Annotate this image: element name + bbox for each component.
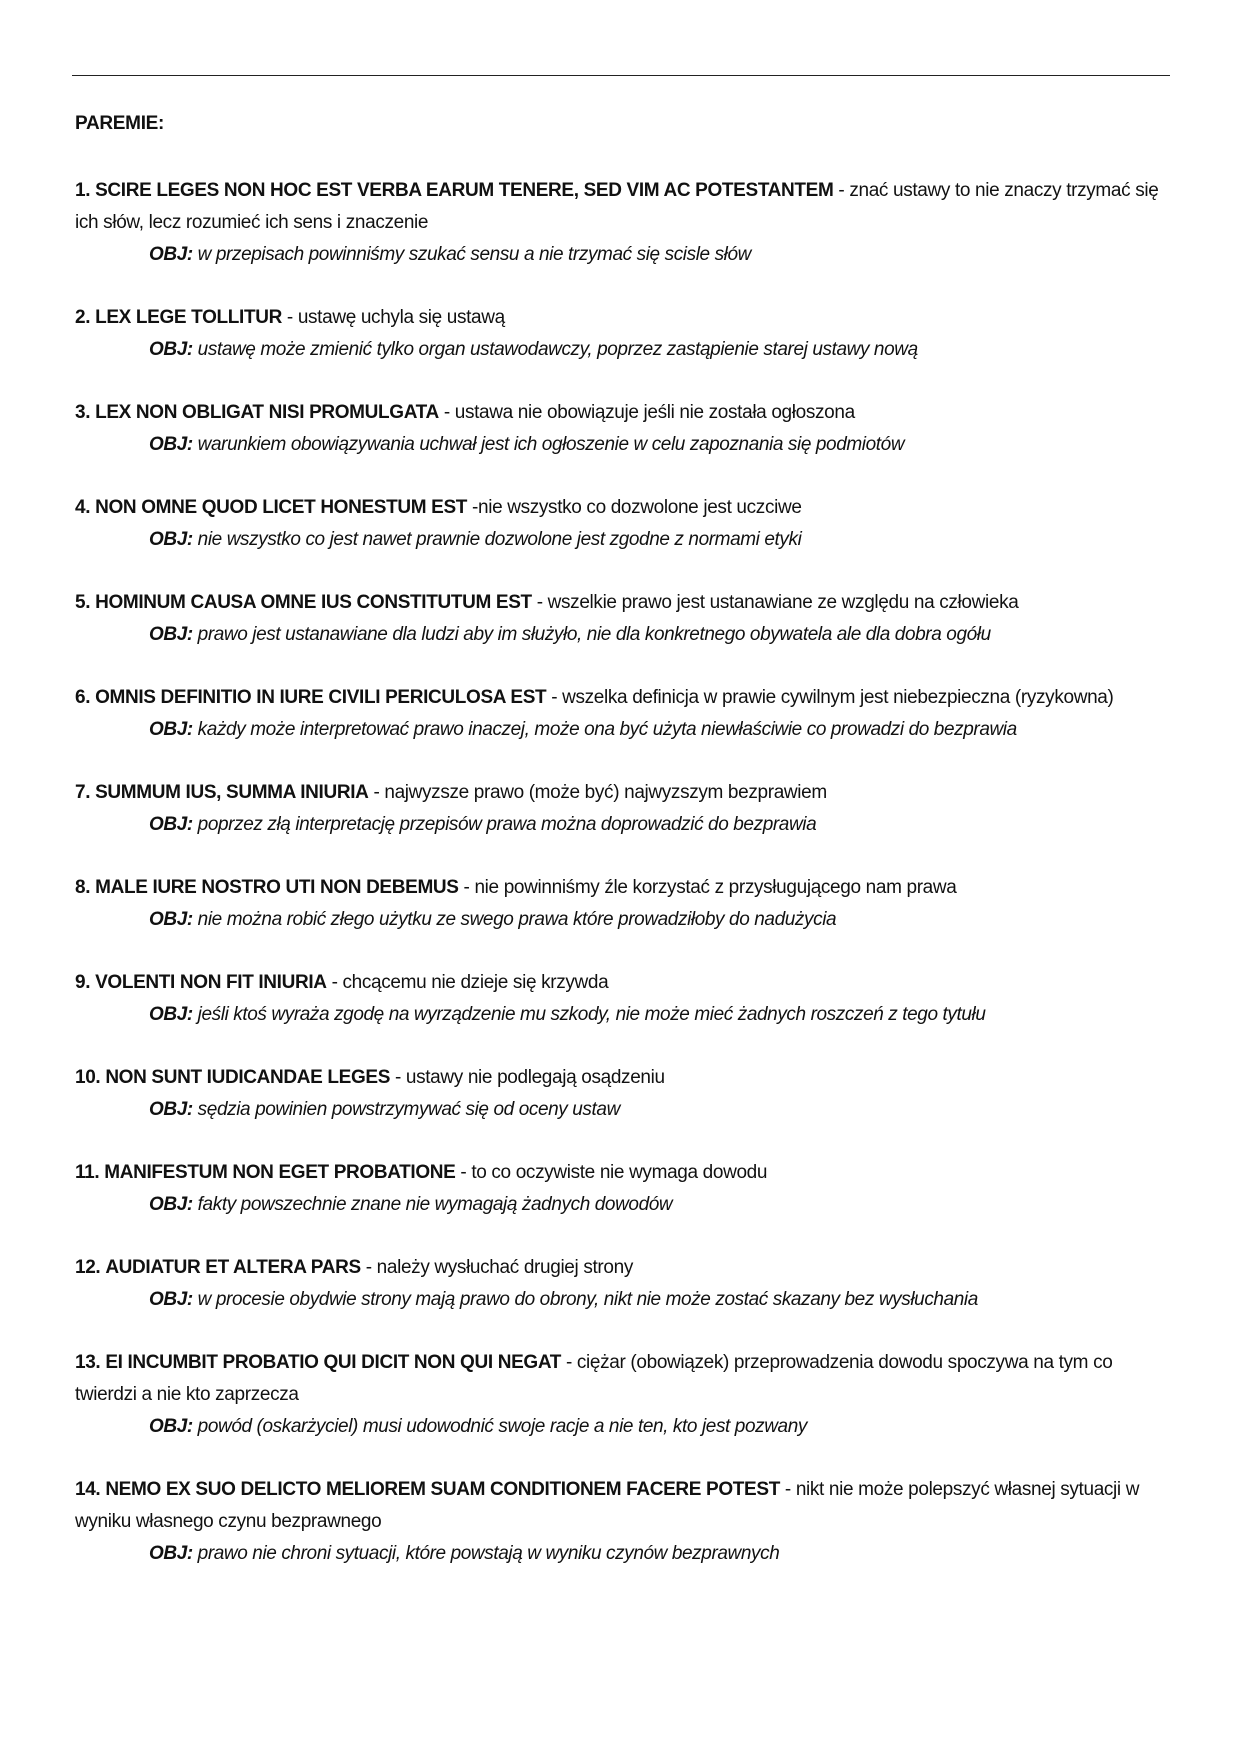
explanation [149, 714, 1165, 746]
explanation [149, 239, 1165, 271]
item-number: 9. [75, 972, 91, 993]
explanation [149, 524, 1165, 556]
polish-translation: wszelka definicja w prawie cywilnym jest niebezpieczna (ryzykowna) [562, 687, 1114, 708]
list-item [75, 1252, 1165, 1316]
page-title: PAREMIE: [75, 113, 165, 134]
paremia-line [75, 872, 1165, 904]
obj-label: OBJ: [149, 339, 193, 360]
paremia-line [75, 1062, 1165, 1094]
obj-label: OBJ: [149, 1004, 193, 1025]
obj-label: OBJ: [149, 624, 193, 645]
list-item [75, 492, 1165, 556]
separator-dash: - [833, 180, 850, 201]
explanation [149, 1284, 1165, 1316]
separator-dash: - [467, 497, 478, 518]
polish-translation: ciężar (obowiązek) przeprowadzenia dowodu spoczywa na tym co twierdzi a nie kto zaprzecza [75, 1352, 1113, 1405]
paremia-line [75, 777, 1165, 809]
separator-dash: - [546, 687, 563, 708]
paremie-list [75, 175, 1165, 1601]
polish-translation: najwyzsze prawo (może być) najwyzszym bezprawiem [384, 782, 827, 803]
separator-dash: - [390, 1067, 406, 1088]
explanation [149, 1094, 1165, 1126]
list-item [75, 1157, 1165, 1221]
explanation-text: fakty powszechnie znane nie wymagają żadnych dowodów [192, 1194, 673, 1215]
list-item [75, 302, 1165, 366]
latin-maxim: LEX NON OBLIGAT NISI PROMULGATA [95, 402, 439, 423]
separator-dash: - [779, 1479, 796, 1500]
explanation [149, 1538, 1165, 1570]
explanation-text: w procesie obydwie strony mają prawo do obrony, nikt nie może zostać skazany bez wysłuchania [192, 1289, 978, 1310]
explanation-text: jeśli ktoś wyraża zgodę na wyrządzenie mu szkody, nie może mieć żadnych roszczeń z tego tytułu [192, 1004, 986, 1025]
separator-dash: - [326, 972, 343, 993]
polish-translation: ustawy nie podlegają osądzeniu [405, 1067, 665, 1088]
list-item [75, 587, 1165, 651]
explanation-text: w przepisach powinniśmy szukać sensu a nie trzymać się scisle słów [192, 244, 751, 265]
list-item [75, 1062, 1165, 1126]
latin-maxim: VOLENTI NON FIT INIURIA [95, 972, 327, 993]
latin-maxim: MANIFESTUM NON EGET PROBATIONE [104, 1162, 456, 1183]
latin-maxim: SCIRE LEGES NON HOC EST VERBA EARUM TENERE, SED VIM AC POTESTANTEM [95, 180, 834, 201]
polish-translation: nikt nie może polepszyć własnej sytuacji w wyniku własnego czynu bezprawnego [75, 1479, 1140, 1532]
separator-dash: - [281, 307, 298, 328]
latin-maxim: EI INCUMBIT PROBATIO QUI DICIT NON QUI NEGAT [105, 1352, 562, 1373]
separator-dash: - [531, 592, 548, 613]
explanation-text: sędzia powinien powstrzymywać się od oceny ustaw [192, 1099, 620, 1120]
latin-maxim: NON OMNE QUOD LICET HONESTUM EST [95, 497, 468, 518]
list-item [75, 397, 1165, 461]
header-rule [72, 75, 1170, 76]
explanation-text: powód (oskarżyciel) musi udowodnić swoje racje a nie ten, kto jest pozwany [192, 1416, 807, 1437]
separator-dash: - [360, 1257, 377, 1278]
paremia-line [75, 175, 1165, 239]
list-item [75, 1474, 1165, 1570]
list-item [75, 1347, 1165, 1443]
item-number: 14. [75, 1479, 101, 1500]
latin-maxim: HOMINUM CAUSA OMNE IUS CONSTITUTUM EST [95, 592, 532, 613]
item-number: 11. [75, 1162, 100, 1183]
latin-maxim: AUDIATUR ET ALTERA PARS [105, 1257, 361, 1278]
obj-label: OBJ: [149, 244, 193, 265]
explanation-text: nie wszystko co jest nawet prawnie dozwolone jest zgodne z normami etyki [192, 529, 802, 550]
item-number: 12. [75, 1257, 101, 1278]
paremia-line [75, 1252, 1165, 1284]
polish-translation: chcącemu nie dzieje się krzywda [342, 972, 609, 993]
explanation [149, 334, 1165, 366]
obj-label: OBJ: [149, 1194, 193, 1215]
list-item [75, 872, 1165, 936]
separator-dash: - [458, 877, 475, 898]
item-number: 10. [75, 1067, 101, 1088]
obj-label: OBJ: [149, 719, 193, 740]
explanation [149, 1189, 1165, 1221]
explanation-text: poprzez złą interpretację przepisów prawa można doprowadzić do bezprawia [192, 814, 817, 835]
latin-maxim: NON SUNT IUDICANDAE LEGES [105, 1067, 391, 1088]
polish-translation: ustawę uchyla się ustawą [297, 307, 505, 328]
latin-maxim: SUMMUM IUS, SUMMA INIURIA [95, 782, 369, 803]
explanation [149, 904, 1165, 936]
separator-dash: - [438, 402, 455, 423]
paremia-line [75, 397, 1165, 429]
separator-dash: - [368, 782, 385, 803]
explanation [149, 809, 1165, 841]
polish-translation: znać ustawy to nie znaczy trzymać się ich słów, lecz rozumieć ich sens i znaczenie [75, 180, 1159, 233]
item-number: 8. [75, 877, 91, 898]
item-number: 4. [75, 497, 91, 518]
explanation [149, 619, 1165, 651]
polish-translation: nie powinniśmy źle korzystać z przysługującego nam prawa [474, 877, 957, 898]
latin-maxim: OMNIS DEFINITIO IN IURE CIVILI PERICULOSA EST [95, 687, 547, 708]
explanation-text: każdy może interpretować prawo inaczej, może ona być użyta niewłaściwie co prowadzi do bezprawia [192, 719, 1017, 740]
paremia-line [75, 1347, 1165, 1411]
obj-label: OBJ: [149, 1416, 193, 1437]
item-number: 6. [75, 687, 91, 708]
obj-label: OBJ: [149, 1099, 193, 1120]
polish-translation: nie wszystko co dozwolone jest uczciwe [477, 497, 802, 518]
paremia-line [75, 1474, 1165, 1538]
item-number: 5. [75, 592, 91, 613]
obj-label: OBJ: [149, 1543, 193, 1564]
obj-label: OBJ: [149, 529, 193, 550]
polish-translation: należy wysłuchać drugiej strony [376, 1257, 633, 1278]
paremia-line [75, 587, 1165, 619]
paremia-line [75, 967, 1165, 999]
paremia-line [75, 682, 1165, 714]
polish-translation: ustawa nie obowiązuje jeśli nie została ogłoszona [454, 402, 855, 423]
latin-maxim: MALE IURE NOSTRO UTI NON DEBEMUS [95, 877, 459, 898]
obj-label: OBJ: [149, 1289, 193, 1310]
paremia-line [75, 492, 1165, 524]
latin-maxim: LEX LEGE TOLLITUR [95, 307, 282, 328]
list-item [75, 967, 1165, 1031]
item-number: 7. [75, 782, 91, 803]
paremia-line [75, 302, 1165, 334]
explanation-text: prawo jest ustanawiane dla ludzi aby im służyło, nie dla konkretnego obywatela ale dla dobra ogółu [192, 624, 991, 645]
paremia-line [75, 1157, 1165, 1189]
item-number: 1. [75, 180, 91, 201]
list-item [75, 175, 1165, 271]
polish-translation: to co oczywiste nie wymaga dowodu [471, 1162, 768, 1183]
explanation-text: nie można robić złego użytku ze swego prawa które prowadziłoby do nadużycia [192, 909, 837, 930]
polish-translation: wszelkie prawo jest ustanawiane ze względu na człowieka [547, 592, 1019, 613]
list-item [75, 777, 1165, 841]
list-item [75, 682, 1165, 746]
item-number: 3. [75, 402, 91, 423]
obj-label: OBJ: [149, 909, 193, 930]
obj-label: OBJ: [149, 434, 193, 455]
item-number: 13. [75, 1352, 101, 1373]
explanation-text: ustawę może zmienić tylko organ ustawodawczy, poprzez zastąpienie starej ustawy nową [192, 339, 918, 360]
explanation [149, 999, 1165, 1031]
separator-dash: - [455, 1162, 472, 1183]
explanation [149, 429, 1165, 461]
explanation-text: prawo nie chroni sytuacji, które powstają w wyniku czynów bezprawnych [192, 1543, 780, 1564]
obj-label: OBJ: [149, 814, 193, 835]
item-number: 2. [75, 307, 91, 328]
explanation [149, 1411, 1165, 1443]
explanation-text: warunkiem obowiązywania uchwał jest ich ogłoszenie w celu zapoznania się podmiotów [192, 434, 905, 455]
separator-dash: - [561, 1352, 577, 1373]
latin-maxim: NEMO EX SUO DELICTO MELIOREM SUAM CONDITIONEM FACERE POTEST [105, 1479, 780, 1500]
